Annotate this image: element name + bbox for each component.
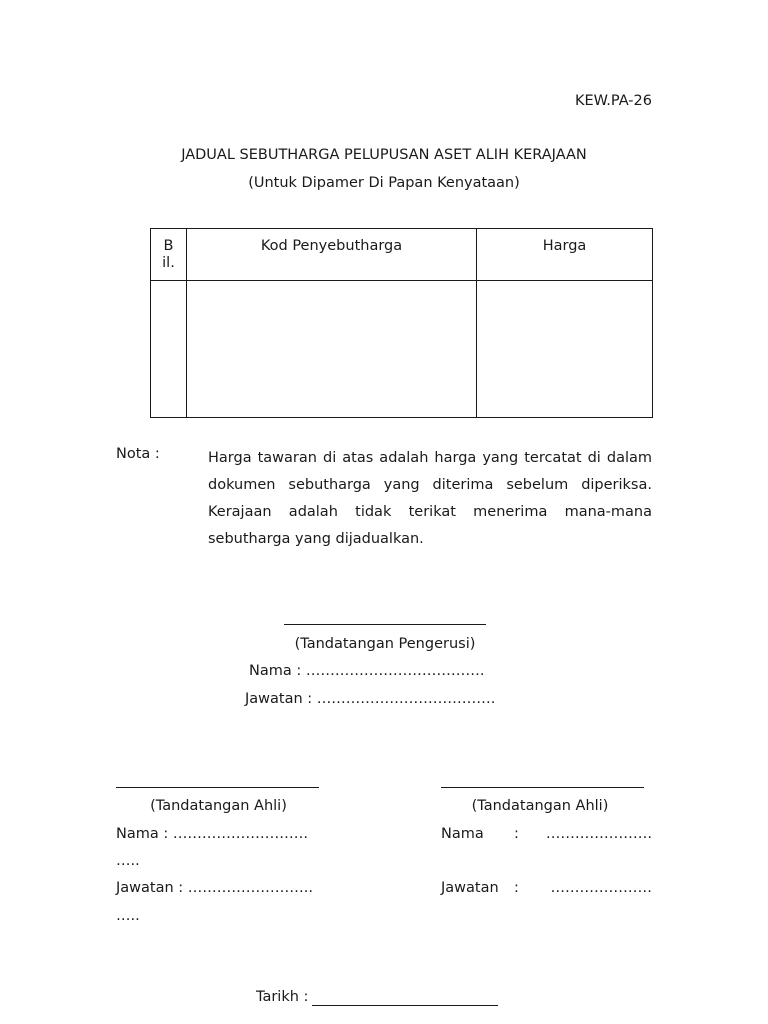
note-text: Harga tawaran di atas adalah harga yang tercatat di dalam dokumen sebutharga yang diterima sebelum diperiksa. Kerajaan adalah tidak terikat menerima mana-mana sebutharga yang dijadualkan. [208, 450, 652, 547]
expert-right-position-label: Jawatan [441, 880, 499, 896]
document-subtitle: (Untuk Dipamer Di Papan Kenyataan) [248, 175, 520, 191]
column-header-bil: B il. [151, 229, 187, 281]
table-cell-harga [477, 281, 653, 418]
date-label: Tarikh : [256, 989, 309, 1005]
date-line [312, 1005, 498, 1006]
expert-right-caption: (Tandatangan Ahli) [471, 798, 609, 814]
chair-name-line: Nama : ………………………………. [249, 663, 485, 679]
chair-signature-caption: (Tandatangan Pengerusi) [294, 636, 476, 652]
expert-right-name-colon: : [514, 826, 519, 842]
column-header-kod: Kod Penyebutharga [187, 229, 477, 281]
schedule-table [150, 228, 653, 418]
expert-left-position-line: Jawatan : …………………….. [116, 880, 313, 896]
table-header-row [151, 229, 653, 281]
document-title: JADUAL SEBUTHARGA PELUPUSAN ASET ALIH KERAJAAN [181, 147, 587, 163]
expert-left-caption: (Tandatangan Ahli) [150, 798, 287, 814]
expert-left-position-continuation: ….. [116, 908, 140, 924]
expert-right-signature-line [441, 787, 644, 788]
column-header-harga: Harga [477, 229, 653, 281]
form-code: KEW.PA-26 [574, 93, 652, 109]
expert-right-position-colon: : [514, 880, 519, 896]
expert-left-name-continuation: ….. [116, 853, 140, 869]
table-cell-bil [151, 281, 187, 418]
table-cell-kod [187, 281, 477, 418]
note-label: Nota : [116, 446, 160, 462]
expert-left-name-line: Nama : ………………………. [116, 826, 308, 842]
chair-signature-line [284, 624, 486, 625]
expert-right-name-label: Nama [441, 826, 484, 842]
expert-left-signature-line [116, 787, 319, 788]
chair-position-line: Jawatan : ………………………………. [245, 691, 496, 707]
expert-right-position-dots: ………………… [550, 880, 652, 896]
expert-right-name-dots: …………………. [545, 826, 652, 842]
table-row [151, 281, 653, 418]
